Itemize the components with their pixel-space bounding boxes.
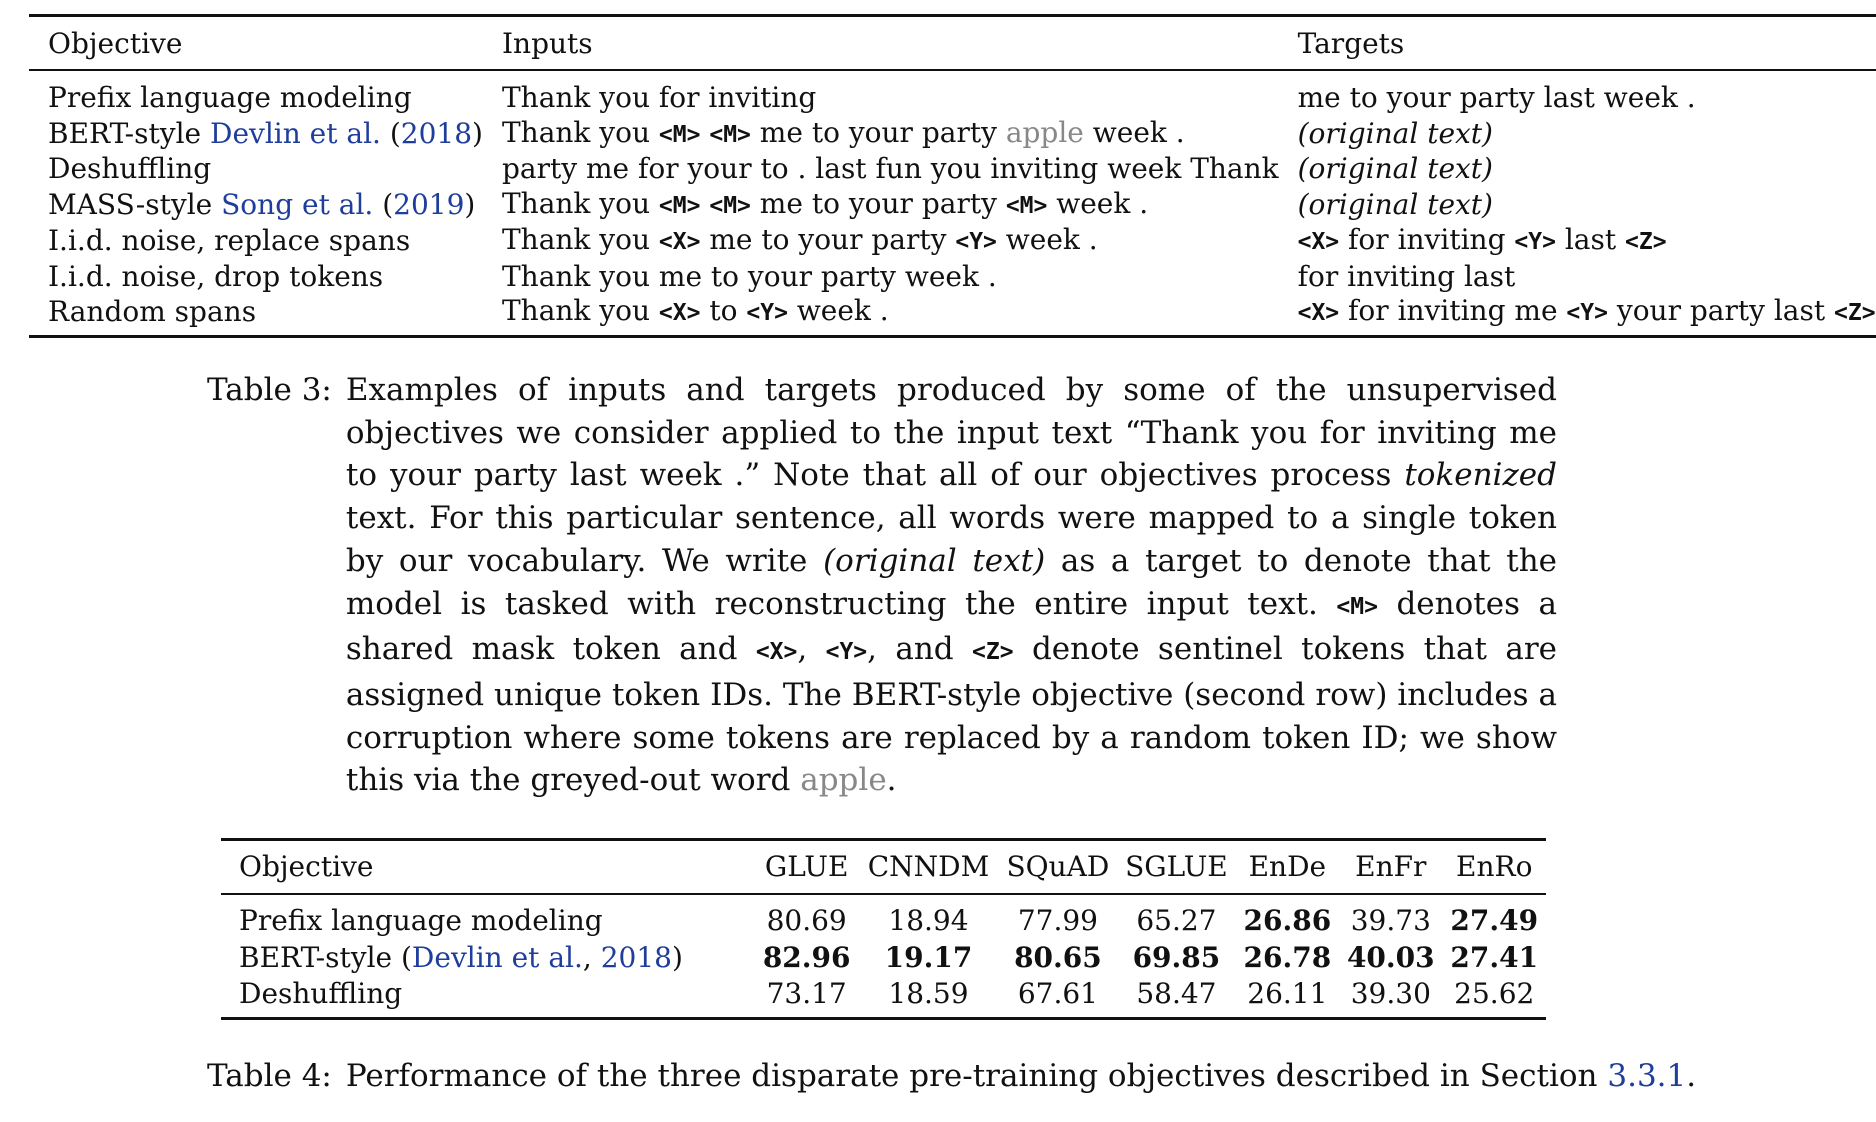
- cell-objective: [29, 294, 483, 336]
- cell-enro: 27.49: [1450, 904, 1539, 937]
- table-3: [29, 14, 1876, 338]
- cell-glue: 80.69: [766, 904, 847, 937]
- italic-text: tokenized: [1404, 457, 1557, 494]
- cell-inputs: [483, 260, 1279, 295]
- table-3-body: [29, 70, 1876, 336]
- greyed-word: apple: [800, 762, 887, 799]
- table-4: [221, 838, 1546, 1020]
- cell-objective: [29, 187, 483, 224]
- sentinel-token: <Z>: [972, 639, 1014, 666]
- table-4-header-row: [221, 840, 1546, 895]
- cell-sglue: 65.27: [1136, 904, 1217, 937]
- column-header-enfr: EnFr: [1339, 840, 1442, 895]
- sentinel-token: <X>: [1297, 229, 1340, 255]
- table-3-caption: [207, 369, 1557, 802]
- citation-link[interactable]: Devlin et al.: [210, 116, 381, 150]
- citation-link[interactable]: Devlin et al.: [411, 940, 583, 974]
- caption-label: Table 4:: [207, 1058, 332, 1094]
- sentinel-token: <Y>: [825, 639, 868, 666]
- text-run: Deshuffling: [239, 977, 403, 1010]
- sentinel-token: <X>: [755, 639, 798, 666]
- citation-link[interactable]: 2019: [393, 187, 465, 221]
- sentinel-token: <X>: [658, 300, 701, 326]
- text-run: week .: [1047, 186, 1149, 220]
- table-4-body: [221, 894, 1546, 1018]
- text-run: Deshuffling: [48, 152, 212, 185]
- text-run: text. For this particular sentence, all words were mapped to a single token by our vocabulary. We write: [345, 500, 1557, 579]
- text-run: ): [464, 187, 476, 221]
- cell-targets: [1279, 70, 1876, 116]
- text-run: party me for your to . last fun you inviting week Thank: [501, 152, 1279, 185]
- column-header-objective: Objective: [221, 840, 755, 895]
- cell-objective: [29, 223, 483, 260]
- text-run: .: [1686, 1058, 1697, 1094]
- text-run: (: [380, 116, 401, 150]
- sentinel-token: <M>: [658, 121, 701, 148]
- text-run: me to your party: [750, 115, 1006, 149]
- text-run: Prefix language modeling: [239, 904, 603, 937]
- cell-ende: 26.11: [1236, 976, 1339, 1018]
- text-run: your party last: [1607, 294, 1835, 327]
- caption-text: [346, 1055, 1696, 1098]
- text-run: week .: [787, 294, 889, 327]
- text-run: last: [1555, 223, 1626, 256]
- text-run: Examples of inputs and targets produced by some of the unsupervised objectives we consider applied to the input text “Thank you for inviting me to your party last week .” Note that all of our objectives process: [345, 372, 1557, 494]
- sentinel-token: <X>: [658, 229, 701, 255]
- cell-cnndm: 18.94: [888, 904, 969, 937]
- table-row: [29, 70, 1876, 116]
- cell-targets: [1279, 152, 1876, 187]
- sentinel-token: <M>: [709, 121, 751, 148]
- cell-targets: [1279, 294, 1876, 336]
- cell-inputs: [483, 187, 1279, 224]
- cell-objective: [29, 70, 483, 116]
- cell-enro: 27.41: [1450, 940, 1539, 974]
- italic-text: (original text): [1297, 152, 1493, 185]
- cell-enro: 25.62: [1443, 976, 1546, 1018]
- cell-squad: 77.99: [1017, 904, 1098, 937]
- table-row: [29, 294, 1876, 336]
- table-row: [221, 976, 1546, 1018]
- table-3-header-row: [29, 16, 1876, 71]
- column-header-cnndm: CNNDM: [858, 840, 998, 895]
- cell-targets: [1279, 187, 1876, 224]
- cell-objective: [221, 894, 755, 940]
- text-run: Performance of the three disparate pre-training objectives described in Section: [345, 1058, 1608, 1094]
- italic-text: (original text): [1297, 187, 1493, 221]
- cell-objective: [221, 976, 755, 1018]
- cell-cnndm: 18.59: [858, 976, 998, 1018]
- cell-inputs: [483, 116, 1279, 153]
- sentinel-token: <M>: [709, 192, 751, 219]
- citation-link[interactable]: 2018: [400, 116, 473, 150]
- sentinel-token: <Z>: [1834, 300, 1876, 326]
- text-run: me to your party: [700, 223, 956, 256]
- sentinel-token: <M>: [1336, 593, 1378, 620]
- cell-squad: 80.65: [1014, 940, 1102, 974]
- sentinel-token: <Y>: [955, 229, 997, 255]
- column-header-enro: EnRo: [1443, 840, 1546, 895]
- caption-text: [346, 369, 1557, 802]
- cell-ende: 26.86: [1243, 904, 1332, 937]
- table-row: [29, 260, 1876, 295]
- text-run: MASS-style: [48, 187, 222, 221]
- cell-objective: [29, 116, 483, 153]
- cell-enfr: 39.30: [1339, 976, 1442, 1018]
- table-4-caption: [207, 1055, 1697, 1098]
- table-row: [29, 223, 1876, 260]
- sentinel-token: <Y>: [1566, 300, 1608, 326]
- sentinel-token: <M>: [658, 192, 701, 219]
- citation-link[interactable]: Song et al.: [221, 187, 374, 221]
- text-run: BERT-style: [48, 116, 210, 150]
- cell-objective: [29, 260, 483, 295]
- text-run: me to your party last week .: [1297, 81, 1696, 114]
- text-run: Prefix language modeling: [48, 81, 412, 114]
- sentinel-token: <X>: [1297, 300, 1340, 326]
- cell-objective: [29, 152, 483, 187]
- text-run: I.i.d. noise, drop tokens: [48, 259, 384, 293]
- cell-glue: 73.17: [755, 976, 858, 1018]
- sentinel-token: <Y>: [746, 300, 788, 326]
- text-run: Thank you for inviting: [501, 81, 817, 114]
- text-run: week .: [996, 223, 1098, 256]
- text-run: as a target to denote that the model is tasked with reconstructing the entire input text.: [345, 542, 1558, 622]
- text-run: , and: [867, 631, 973, 668]
- column-header-squad: SQuAD: [999, 840, 1118, 895]
- text-run: Thank you: [501, 223, 659, 256]
- column-header-ende: EnDe: [1236, 840, 1339, 895]
- table-row: [29, 116, 1876, 153]
- text-run: Thank you me to your party week .: [501, 259, 997, 293]
- cell-enfr: 40.03: [1346, 940, 1435, 974]
- greyed-word: apple: [1005, 115, 1084, 149]
- text-run: me to your party: [750, 186, 1006, 220]
- cell-glue: 82.96: [762, 940, 851, 974]
- column-header-objective: Objective: [29, 16, 483, 71]
- table-row: [221, 940, 1546, 977]
- column-header-inputs: Inputs: [483, 16, 1279, 71]
- italic-text: (original text): [823, 542, 1046, 579]
- cell-targets: [1279, 223, 1876, 260]
- table-row: [29, 152, 1876, 187]
- column-header-sglue: SGLUE: [1117, 840, 1235, 895]
- cell-inputs: [483, 152, 1279, 187]
- cell-ende: 26.78: [1243, 940, 1332, 974]
- text-run: ,: [797, 631, 826, 668]
- text-run: ,: [582, 940, 601, 974]
- text-run: denote sentinel tokens that are assigned unique token IDs. The BERT-style objective (second row) includes a corruption where some tokens are replaced by a random token ID; we show this via the greyed-out word: [345, 631, 1557, 799]
- cell-sglue: 58.47: [1117, 976, 1235, 1018]
- table-row: [29, 187, 1876, 224]
- text-run: ): [472, 116, 483, 150]
- sentinel-token: <M>: [1005, 192, 1048, 219]
- cell-targets: [1279, 260, 1876, 295]
- citation-link[interactable]: 3.3.1: [1607, 1058, 1687, 1094]
- sentinel-token: <Z>: [1625, 229, 1667, 255]
- citation-link[interactable]: 2018: [600, 940, 672, 974]
- text-run: Thank you: [501, 115, 659, 149]
- italic-text: (original text): [1297, 116, 1493, 150]
- cell-cnndm: 19.17: [884, 940, 973, 974]
- text-run: denotes a shared mask token and: [345, 585, 1557, 668]
- text-run: for inviting: [1339, 223, 1515, 256]
- text-run: ): [671, 940, 683, 974]
- text-run: (: [373, 187, 394, 221]
- cell-sglue: 69.85: [1132, 940, 1221, 974]
- cell-targets: [1279, 116, 1876, 153]
- column-header-glue: GLUE: [755, 840, 858, 895]
- text-run: for inviting me: [1339, 294, 1567, 327]
- cell-enfr: 39.73: [1350, 904, 1431, 937]
- text-run: Thank you: [501, 186, 659, 220]
- cell-inputs: [483, 223, 1279, 260]
- cell-objective: [221, 940, 755, 977]
- text-run: BERT-style (: [239, 940, 412, 974]
- cell-squad: 67.61: [999, 976, 1118, 1018]
- text-run: I.i.d. noise, replace spans: [48, 224, 411, 257]
- caption-label: Table 3:: [207, 372, 332, 408]
- text-run: Random spans: [48, 295, 257, 328]
- text-run: for inviting last: [1297, 259, 1516, 293]
- sentinel-token: <Y>: [1514, 229, 1556, 255]
- table-row: [221, 894, 1546, 940]
- column-header-targets: Targets: [1279, 16, 1876, 71]
- text-run: week .: [1083, 115, 1185, 149]
- text-run: Thank you: [501, 294, 659, 327]
- cell-inputs: [483, 70, 1279, 116]
- cell-inputs: [483, 294, 1279, 336]
- text-run: .: [886, 762, 897, 799]
- text-run: to: [700, 294, 747, 327]
